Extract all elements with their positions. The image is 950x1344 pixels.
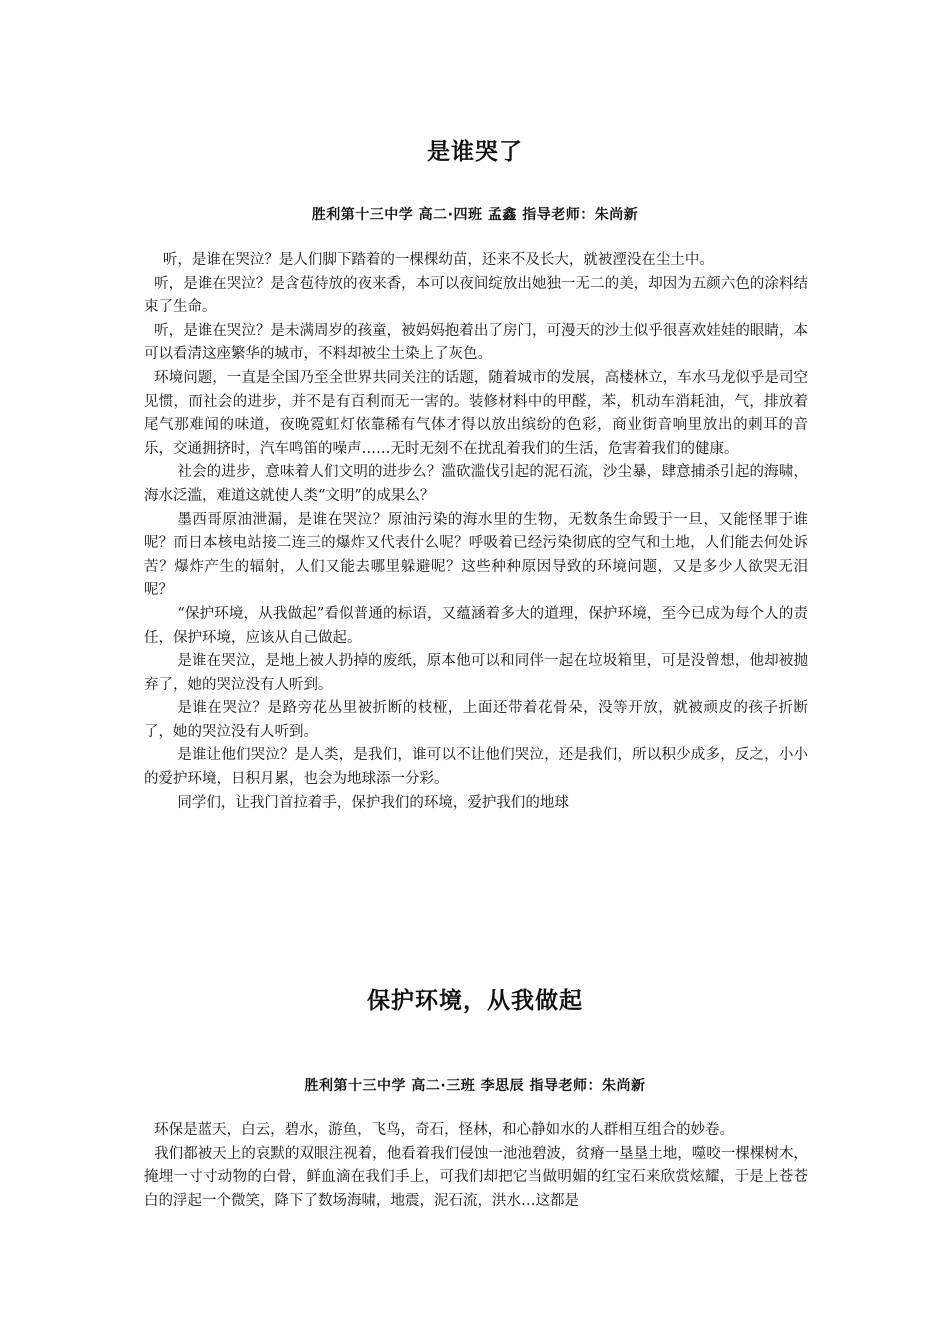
paragraph: 环境问题，一直是全国乃至全世界共同关注的话题，随着城市的发展，高楼林立，车水马龙似乎是司空见惯，而社会的进步，并不是有百利而无一害的。装修材料中的甲醛，苯，机动车消耗油，气，排放着尾气那难闻的味道，夜晚霓虹灯依靠稀有气体才得以放出缤纷的色彩，商业街音响里放出的刺耳的音乐，交通拥挤时，汽车鸣笛的噪声……无时无刻不在扰乱着我们的生活，危害着我们的健康。 bbox=[144, 369, 808, 457]
paragraph: 同学们，让我门首拉着手，保护我们的环境，爱护我们的地球 bbox=[177, 794, 569, 811]
paragraph: 是谁在哭泣，是地上被人扔掉的废纸，原本他可以和同伴一起在垃圾箱里，可是没曾想，他却被抛弃了，她的哭泣没有人听到。 bbox=[144, 653, 808, 693]
paragraph: 听，是谁在哭泣？是未满周岁的孩童，被妈妈抱着出了房门，可漫天的沙土似乎很喜欢娃娃的眼睛，本可以看清这座繁华的城市，不料却被尘土染上了灰色。 bbox=[144, 322, 808, 363]
article-1-title: 是谁哭了 bbox=[427, 139, 523, 165]
paragraph: “保护环境，从我做起”看似普通的标语，又蕴涵着多大的道理，保护环境，至今已成为每个人的责任，保护环境，应该从自己做起。 bbox=[144, 605, 808, 646]
paragraph: 墨西哥原油泄漏，是谁在哭泣？原油污染的海水里的生物，无数条生命毁于一旦，又能怪罪于谁呢？而日本核电站接二连三的爆炸又代表什么呢？呼吸着已经污染彻底的空气和土地，人们能去何处诉苦？爆炸产生的辐射，人们又能去哪里躲避呢？这些种种原因导致的环境问题，又是多少人欲哭无泪呢？ bbox=[144, 511, 808, 599]
paragraph: 听，是谁在哭泣？是含苞待放的夜来香，本可以夜间绽放出她独一无二的美，却因为五颜六色的涂料结束了生命。 bbox=[144, 275, 808, 316]
paragraph: 听，是谁在哭泣？是人们脚下踏着的一棵棵幼苗，还来不及长大，就被湮没在尘土中。 bbox=[162, 252, 714, 268]
paragraph: 是谁在哭泣？是路旁花丛里被折断的枝桠，上面还带着花骨朵，没等开放，就被顽皮的孩子折断了，她的哭泣没有人听到。 bbox=[144, 700, 808, 740]
paragraph: 我们都被天上的哀默的双眼注视着，他看着我们侵蚀一池池碧波，贫瘠一垦垦土地，噬咬一棵棵树木，掩埋一寸寸动物的白骨，鲜血滴在我们手上，可我们却把它当做明媚的红宝石来欣赏炫耀，于是上苍苍白的浮起一个微笑，降下了数场海啸，地震，泥石流，洪水…这都是 bbox=[144, 1145, 808, 1209]
paragraph: 是谁让他们哭泣？是人类，是我们，谁可以不让他们哭泣，还是我们，所以积少成多，反之，小小的爱护环境，日积月累，也会为地球添一分彩。 bbox=[144, 747, 808, 788]
article-2-body bbox=[144, 1119, 808, 1213]
article-1-body bbox=[144, 249, 808, 815]
paragraph: 环保是蓝天，白云，碧水，游鱼，飞鸟，奇石，怪林，和心静如水的人群相互组合的妙卷。 bbox=[154, 1122, 735, 1138]
article-2-title: 保护环境，从我做起 bbox=[367, 988, 583, 1014]
article-1-byline: 胜利第十三中学 高二·四班 孟鑫 指导老师：朱尚新 bbox=[311, 207, 639, 223]
paragraph: 社会的进步，意味着人们文明的进步么？滥砍滥伐引起的泥石流，沙尘暴，肆意捕杀引起的海啸，海水泛滥，难道这就使人类“文明”的成果么？ bbox=[144, 464, 808, 504]
article-2-byline: 胜利第十三中学 高二·三班 李思辰 指导老师：朱尚新 bbox=[304, 1078, 646, 1094]
